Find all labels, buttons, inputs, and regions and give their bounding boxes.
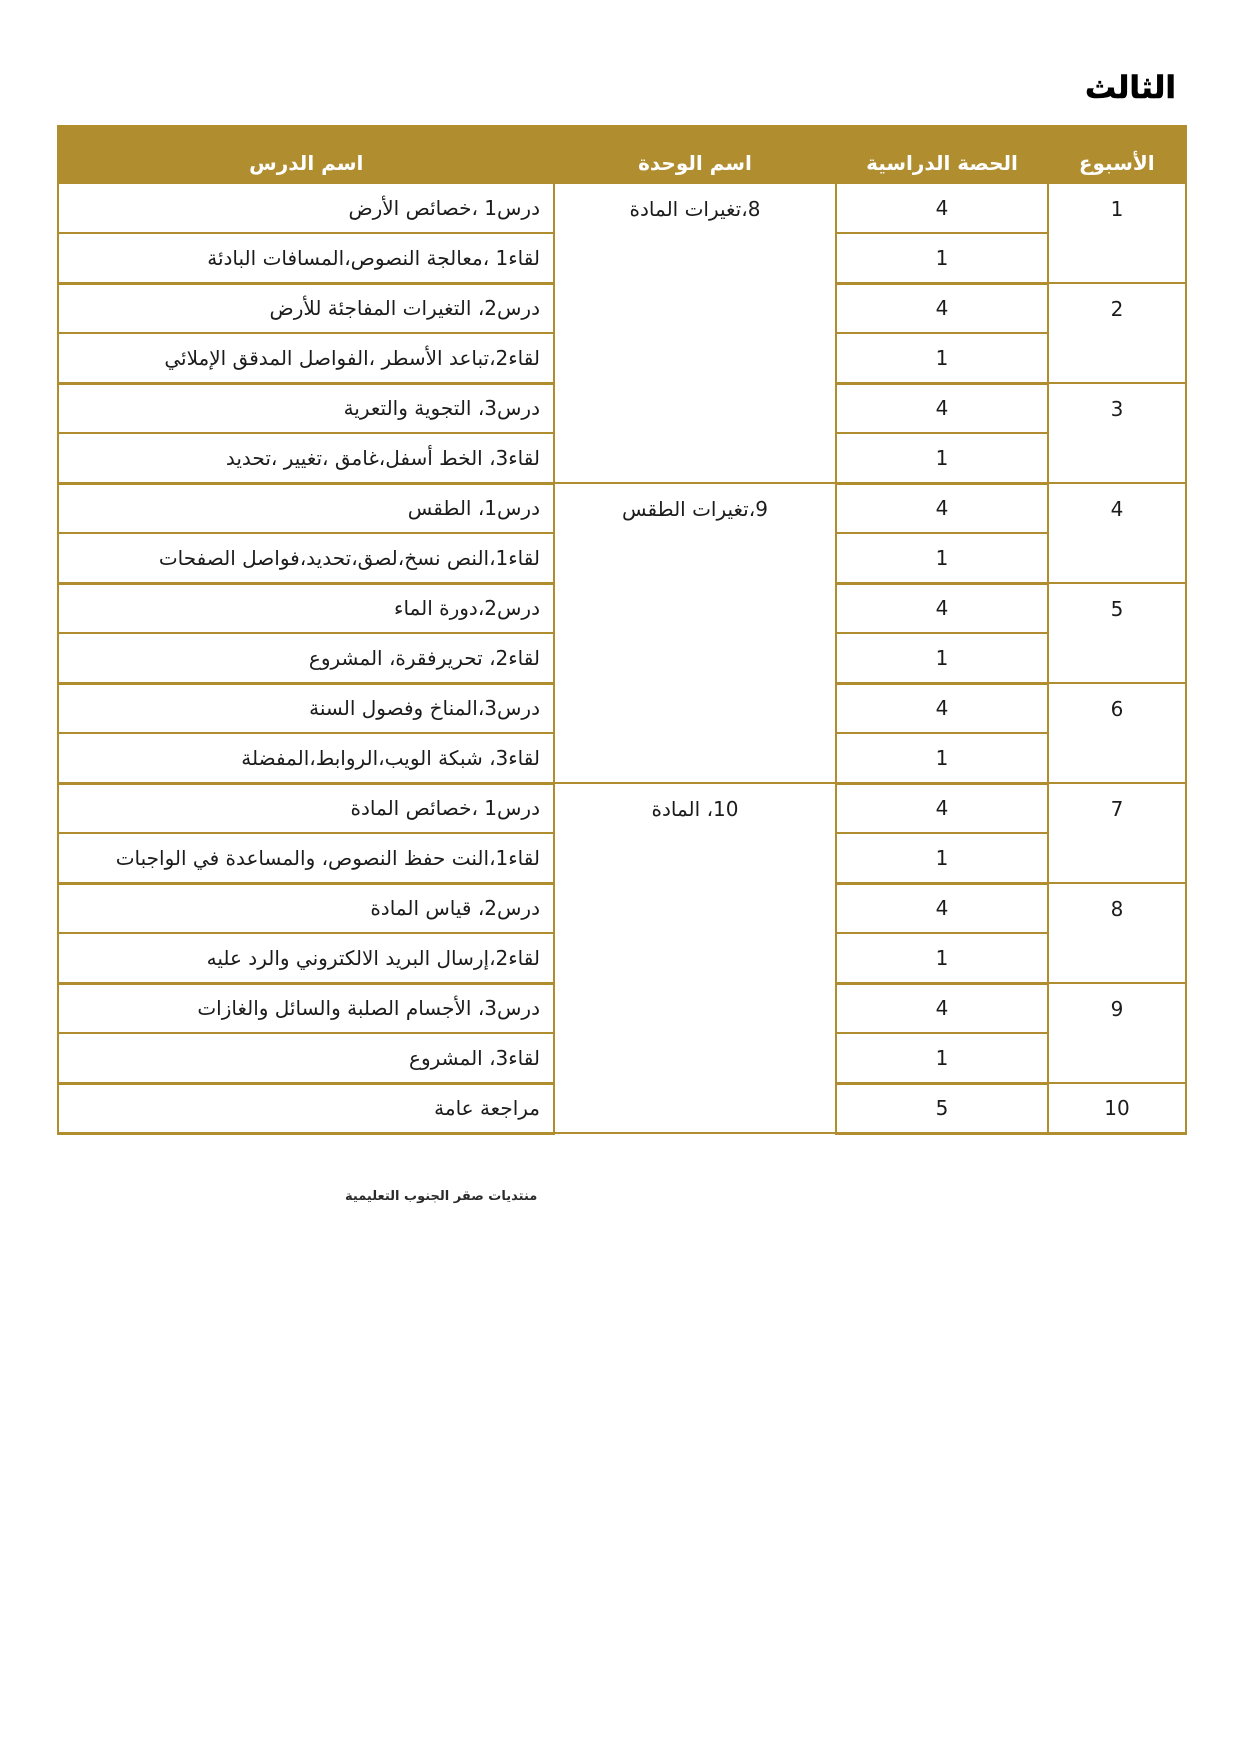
column-header-session: الحصة الدراسية (836, 126, 1048, 183)
session-cell: 1 (836, 533, 1048, 583)
lesson-cell: لقاء1 ،معالجة النصوص،المسافات البادئة (58, 233, 554, 283)
lesson-cell: لقاء2،تباعد الأسطر ،الفواصل المدقق الإملائي (58, 333, 554, 383)
lesson-cell: لقاء1،النص نسخ،لصق،تحديد،فواصل الصفحات (58, 533, 554, 583)
column-header-unit: اسم الوحدة (554, 126, 836, 183)
schedule-table (57, 125, 1187, 1135)
table-row (58, 783, 1186, 833)
week-cell: 5 (1048, 583, 1186, 683)
lesson-cell: لقاء3، شبكة الويب،الروابط،المفضلة (58, 733, 554, 783)
lesson-cell: درس1، الطقس (58, 483, 554, 533)
week-cell: 1 (1048, 183, 1186, 283)
session-cell: 4 (836, 983, 1048, 1033)
week-cell: 4 (1048, 483, 1186, 583)
table-row (58, 183, 1186, 233)
session-cell: 1 (836, 733, 1048, 783)
session-cell: 1 (836, 233, 1048, 283)
lesson-cell: مراجعة عامة (58, 1083, 554, 1133)
week-cell: 8 (1048, 883, 1186, 983)
lesson-cell: لقاء2، تحريرفقرة، المشروع (58, 633, 554, 683)
lesson-cell: درس1 ،خصائص الأرض (58, 183, 554, 233)
session-cell: 4 (836, 583, 1048, 633)
lesson-cell: لقاء3، المشروع (58, 1033, 554, 1083)
week-cell: 7 (1048, 783, 1186, 883)
page-heading: الثالث (1084, 70, 1176, 106)
schedule-table-body (58, 183, 1186, 1133)
session-cell: 1 (836, 833, 1048, 883)
session-cell: 1 (836, 633, 1048, 683)
unit-cell: 9،تغيرات الطقس (554, 483, 836, 783)
lesson-cell: لقاء2،إرسال البريد الالكتروني والرد عليه (58, 933, 554, 983)
lesson-cell: لقاء1،النت حفظ النصوص، والمساعدة في الواجبات (58, 833, 554, 883)
lesson-cell: درس2،دورة الماء (58, 583, 554, 633)
session-cell: 4 (836, 283, 1048, 333)
week-cell: 10 (1048, 1083, 1186, 1133)
unit-cell: 10، المادة (554, 783, 836, 1133)
session-cell: 5 (836, 1083, 1048, 1133)
session-cell: 1 (836, 1033, 1048, 1083)
session-cell: 4 (836, 783, 1048, 833)
session-cell: 4 (836, 183, 1048, 233)
column-header-week: الأسبوع (1048, 126, 1186, 183)
lesson-cell: درس3، التجوية والتعرية (58, 383, 554, 433)
week-cell: 2 (1048, 283, 1186, 383)
session-cell: 4 (836, 883, 1048, 933)
lesson-cell: درس2، قياس المادة (58, 883, 554, 933)
week-cell: 6 (1048, 683, 1186, 783)
table-header-row (58, 126, 1186, 183)
week-cell: 3 (1048, 383, 1186, 483)
lesson-cell: درس3،المناخ وفصول السنة (58, 683, 554, 733)
lesson-cell: لقاء3، الخط أسفل،غامق ،تغيير ،تحديد (58, 433, 554, 483)
session-cell: 1 (836, 933, 1048, 983)
unit-cell: 8،تغيرات المادة (554, 183, 836, 483)
lesson-cell: درس2، التغيرات المفاجئة للأرض (58, 283, 554, 333)
lesson-cell: درس1 ،خصائص المادة (58, 783, 554, 833)
footer-watermark: منتديات صقر الجنوب التعليمية (345, 1189, 538, 1204)
lesson-cell: درس3، الأجسام الصلبة والسائل والغازات (58, 983, 554, 1033)
session-cell: 4 (836, 683, 1048, 733)
column-header-lesson: اسم الدرس (58, 126, 554, 183)
table-row (58, 483, 1186, 533)
session-cell: 1 (836, 333, 1048, 383)
week-cell: 9 (1048, 983, 1186, 1083)
session-cell: 4 (836, 383, 1048, 433)
session-cell: 1 (836, 433, 1048, 483)
session-cell: 4 (836, 483, 1048, 533)
